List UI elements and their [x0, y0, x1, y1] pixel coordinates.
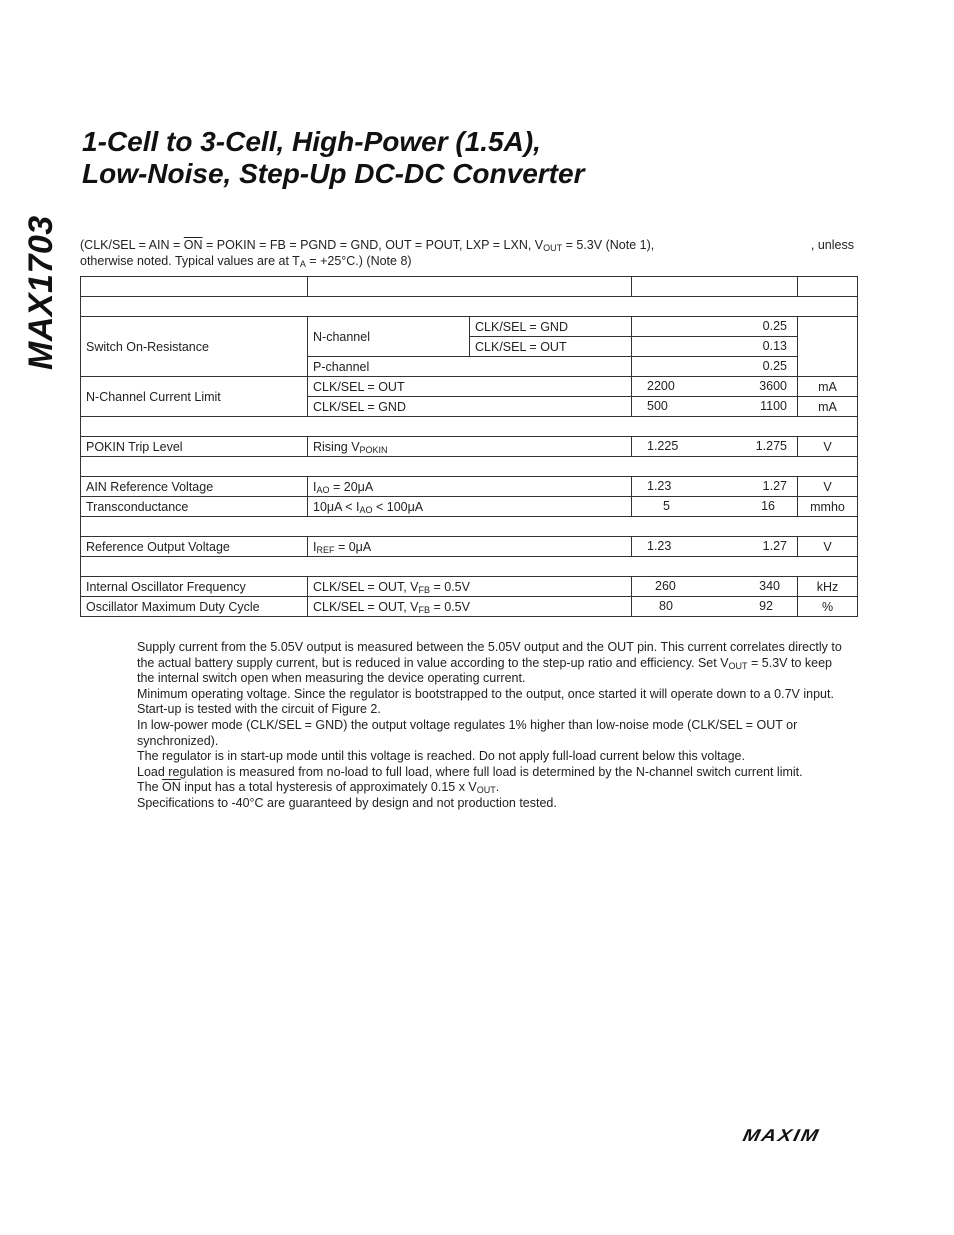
value-max: 1.27	[762, 479, 787, 493]
table-row	[81, 577, 858, 597]
table-row	[81, 437, 858, 457]
side-part-number: MAX1703	[22, 215, 60, 370]
units-cell: mA	[798, 397, 858, 417]
value-min: 1.23	[647, 539, 672, 553]
value-max: 1.27	[762, 539, 787, 553]
value-typ: 0.25	[762, 319, 787, 333]
value-max: 1100	[760, 399, 787, 413]
table-row	[81, 497, 858, 517]
title-line-2: Low-Noise, Step-Up DC-DC Converter	[82, 158, 585, 189]
header-values	[632, 277, 798, 297]
value-max: 340	[759, 579, 780, 593]
param-transconductance: Transconductance	[81, 497, 308, 517]
value-min: 500	[647, 399, 668, 413]
cond-iao-range: $10\mu A < I_{AO} < 100\mu A$	[308, 497, 632, 517]
cond-iref: $I_{REF} = 0\mu A$	[308, 537, 632, 557]
cond-nchannel: N-channel	[308, 317, 470, 357]
section-row	[81, 457, 858, 477]
section-row	[81, 517, 858, 537]
header-units	[798, 277, 858, 297]
note-6: Load regulation is measured from no-load to full load, where full load is determined by the N-channel switch current limit.	[137, 764, 803, 779]
table-row	[81, 377, 858, 397]
param-ain-reference-voltage: AIN Reference Voltage	[81, 477, 308, 497]
section-row	[81, 417, 858, 437]
cond-clksel-gnd: CLK/SEL = GND	[470, 317, 632, 337]
on-overline: $\overline{ON}$	[183, 238, 203, 252]
note-2: Minimum operating voltage. Since the regulator is bootstrapped to the output, once started it will operate down to a 0.7V input.	[137, 686, 834, 701]
table-row	[81, 597, 858, 617]
value-min: 5	[663, 499, 670, 513]
note-7: The $\overline{ON}$ input has a total hysteresis of approximately 0.15 x $V_{OUT}$.	[137, 780, 500, 796]
maxim-logo: MAXIM	[741, 1126, 822, 1146]
value-min: 80	[659, 599, 673, 613]
conditions-line-1: (CLK/SEL = AIN = $\overline{ON}$ = POKIN = FB = PGND = GND, OUT = POUT, LXP = LXN, $V_{OUT} = 5.3V$ (Note 1), , unless	[80, 238, 854, 253]
header-conditions	[308, 277, 632, 297]
value-max: 92	[759, 599, 773, 613]
value-min: 1.225	[647, 439, 679, 453]
title-line-1: 1-Cell to 3-Cell, High-Power (1.5A),	[82, 126, 541, 157]
value-max: 16	[761, 499, 775, 513]
page-title	[82, 126, 584, 190]
units-cell: mmho	[798, 497, 858, 517]
electrical-characteristics-table	[80, 276, 858, 617]
notes-section	[137, 640, 847, 812]
value-typ: 0.25	[762, 359, 787, 373]
section-row	[81, 297, 858, 317]
header-parameter	[81, 277, 308, 297]
units-cell: %	[798, 597, 858, 617]
param-oscillator-max-duty-cycle: Oscillator Maximum Duty Cycle	[81, 597, 308, 617]
units-cell: V	[798, 537, 858, 557]
units-cell	[798, 317, 858, 377]
units-cell: mA	[798, 377, 858, 397]
units-cell: V	[798, 477, 858, 497]
param-internal-oscillator-frequency: Internal Oscillator Frequency	[81, 577, 308, 597]
cond-clksel-out: CLK/SEL = OUT	[470, 337, 632, 357]
cond-vfb: CLK/SEL = OUT, $V_{FB} = 0.5V$	[308, 577, 632, 597]
value-min: 2200	[647, 379, 675, 393]
value-max: 3600	[759, 379, 787, 393]
table-header-row	[81, 277, 858, 297]
table-row	[81, 537, 858, 557]
note-1: Supply current from the 5.05V output is measured between the 5.05V output and the OUT pin. This current correlates directly to the actual battery supply current, but is reduced in value according to the step-up ratio and efficiency. Set $V_{OUT} = 5.3V$ to keep the internal switch open when measuring the device operating current.	[137, 640, 842, 686]
cond-pchannel: P-channel	[308, 357, 632, 377]
param-n-current-limit: N-Channel Current Limit	[81, 377, 308, 417]
table-row	[81, 477, 858, 497]
note-3: Start-up is tested with the circuit of Figure 2.	[137, 702, 381, 717]
cond-vfb: CLK/SEL = OUT, $V_{FB} = 0.5V$	[308, 597, 632, 617]
cond-clksel-out: CLK/SEL = OUT	[308, 377, 632, 397]
note-8: Specifications to -40°C are guaranteed by design and not production tested.	[137, 795, 557, 810]
cond-clksel-gnd: CLK/SEL = GND	[308, 397, 632, 417]
param-switch-on-resistance: Switch On-Resistance	[81, 317, 308, 377]
param-pokin-trip-level: POKIN Trip Level	[81, 437, 308, 457]
note-4: In low-power mode (CLK/SEL = GND) the output voltage regulates 1% higher than low-noise mode (CLK/SEL = OUT or synchronized).	[137, 717, 798, 748]
value-min: 1.23	[647, 479, 672, 493]
value-min: 260	[655, 579, 676, 593]
value-typ: 0.13	[762, 339, 787, 353]
param-reference-output-voltage: Reference Output Voltage	[81, 537, 308, 557]
conditions-line-2: otherwise noted. Typical values are at $T_A = +25^\circ C$.) (Note 8)	[80, 254, 412, 269]
units-cell: kHz	[798, 577, 858, 597]
units-cell: V	[798, 437, 858, 457]
value-max: 1.275	[755, 439, 787, 453]
table-row	[81, 317, 858, 337]
cond-pokin: Rising $V_{POKIN}$	[308, 437, 632, 457]
conditions-unless: , unless	[810, 238, 854, 252]
section-row	[81, 557, 858, 577]
cond-iao: $I_{AO} = 20\mu A$	[308, 477, 632, 497]
note-5: The regulator is in start-up mode until this voltage is reached. Do not apply full-load current below this voltage.	[137, 749, 745, 764]
test-conditions	[80, 237, 856, 269]
